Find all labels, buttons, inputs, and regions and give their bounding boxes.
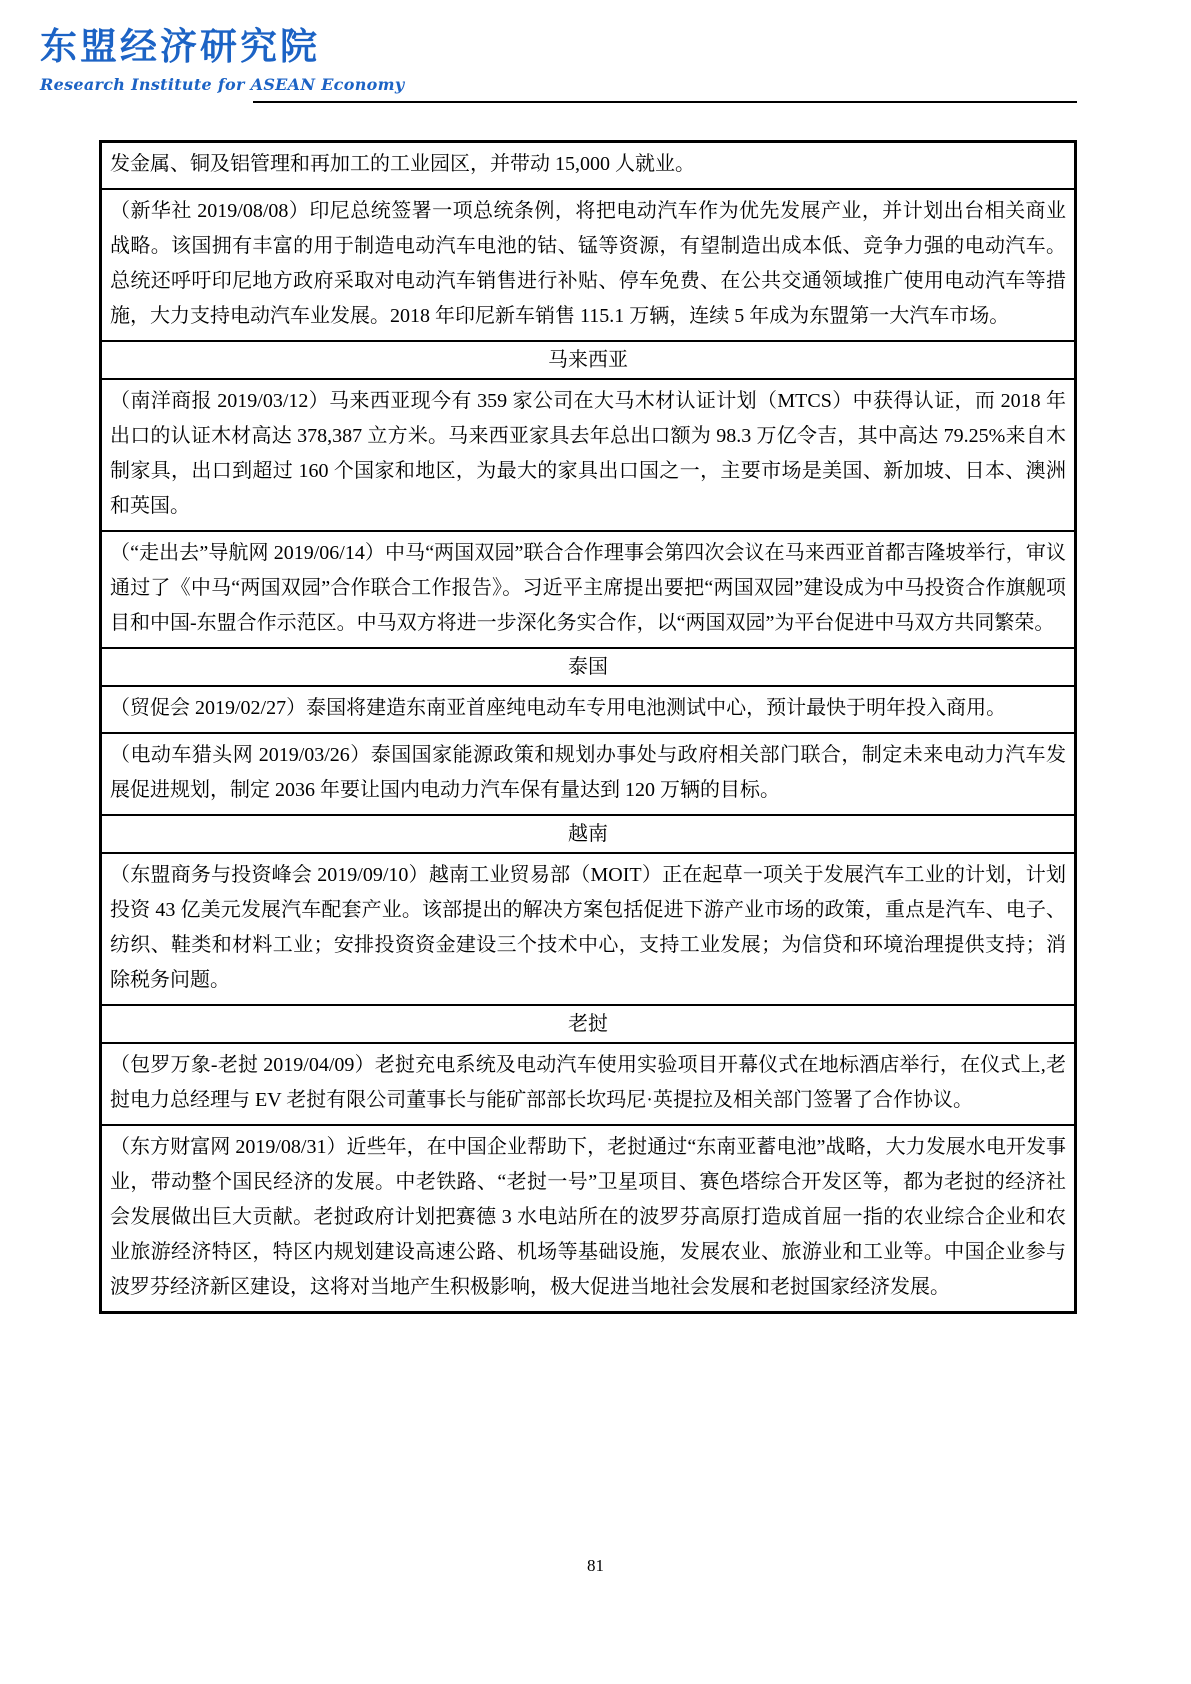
news-entry-row — [101, 189, 1076, 341]
news-entry-row — [101, 379, 1076, 531]
news-table — [99, 140, 1077, 1314]
page-number: 81 — [587, 1556, 604, 1575]
news-entry-row — [101, 733, 1076, 815]
country-name: 马来西亚 — [101, 341, 1076, 379]
country-section-row — [101, 648, 1076, 686]
news-entry-row — [101, 142, 1076, 190]
logo — [40, 24, 404, 94]
country-section-row — [101, 1005, 1076, 1043]
news-entry-row — [101, 1125, 1076, 1313]
org-name-chinese: 东盟经济研究院 — [40, 25, 320, 68]
country-name: 越南 — [101, 815, 1076, 853]
country-name: 老挝 — [101, 1005, 1076, 1043]
news-entry-text: （南洋商报 2019/03/12）马来西亚现今有 359 家公司在大马木材认证计划（MTCS）中获得认证，而 2018 年出口的认证木材高达 378,387 立方米。马来西亚家具去年总出口额为 98.3 万亿令吉，其中高达 79.25%来自木制家具，出口到超过 160 个国家和地区，为最大的家具出口国之一，主要市场是美国、新加坡、日本、澳洲和英国。 — [101, 379, 1076, 531]
news-entry-text: （东方财富网 2019/08/31）近些年，在中国企业帮助下，老挝通过“东南亚蓄电池”战略，大力发展水电开发事业，带动整个国民经济的发展。中老铁路、“老挝一号”卫星项目、赛色塔综合开发区等，都为老挝的经济社会发展做出巨大贡献。老挝政府计划把赛德 3 水电站所在的波罗芬高原打造成首屈一指的农业综合企业和农业旅游经济特区，特区内规划建设高速公路、机场等基础设施，发展农业、旅游业和工业等。中国企业参与波罗芬经济新区建设，这将对当地产生积极影响，极大促进当地社会发展和老挝国家经济发展。 — [101, 1125, 1076, 1313]
news-entry-text: （东盟商务与投资峰会 2019/09/10）越南工业贸易部（MOIT）正在起草一项关于发展汽车工业的计划，计划投资 43 亿美元发展汽车配套产业。该部提出的解决方案包括促进下游产业市场的政策，重点是汽车、电子、纺织、鞋类和材料工业；安排投资资金建设三个技术中心，支持工业发展；为信贷和环境治理提供支持；消除税务问题。 — [101, 853, 1076, 1005]
news-entry-row — [101, 531, 1076, 648]
news-entry-row — [101, 1043, 1076, 1125]
news-entry-text: 发金属、铜及铝管理和再加工的工业园区，并带动 15,000 人就业。 — [101, 142, 1076, 190]
news-entry-row — [101, 686, 1076, 733]
news-entry-text: （“走出去”导航网 2019/06/14）中马“两国双园”联合合作理事会第四次会议在马来西亚首都吉隆坡举行，审议通过了《中马“两国双园”合作联合工作报告》。习近平主席提出要把“两国双园”建设成为中马投资合作旗舰项目和中国-东盟合作示范区。中马双方将进一步深化务实合作，以“两国双园”为平台促进中马双方共同繁荣。 — [101, 531, 1076, 648]
country-name: 泰国 — [101, 648, 1076, 686]
news-entry-text: （贸促会 2019/02/27）泰国将建造东南亚首座纯电动车专用电池测试中心，预计最快于明年投入商用。 — [101, 686, 1076, 733]
header-divider — [253, 101, 1077, 103]
news-entry-text: （电动车猎头网 2019/03/26）泰国国家能源政策和规划办事处与政府相关部门联合，制定未来电动力汽车发展促进规划，制定 2036 年要让国内电动力汽车保有量达到 120 万辆的目标。 — [101, 733, 1076, 815]
country-section-row — [101, 341, 1076, 379]
news-table-body — [101, 142, 1076, 1313]
country-section-row — [101, 815, 1076, 853]
news-entry-row — [101, 853, 1076, 1005]
org-name-english: Research Institute for ASEAN Economy — [40, 75, 405, 94]
news-entry-text: （包罗万象-老挝 2019/04/09）老挝充电系统及电动汽车使用实验项目开幕仪式在地标酒店举行，在仪式上,老挝电力总经理与 EV 老挝有限公司董事长与能矿部部长坎玛尼·英提拉及相关部门签署了合作协议。 — [101, 1043, 1076, 1125]
news-entry-text: （新华社 2019/08/08）印尼总统签署一项总统条例，将把电动汽车作为优先发展产业，并计划出台相关商业战略。该国拥有丰富的用于制造电动汽车电池的钴、锰等资源，有望制造出成本低、竞争力强的电动汽车。总统还呼吁印尼地方政府采取对电动汽车销售进行补贴、停车免费、在公共交通领域推广使用电动汽车等措施，大力支持电动汽车业发展。2018 年印尼新车销售 115.1 万辆，连续 5 年成为东盟第一大汽车市场。 — [101, 189, 1076, 341]
